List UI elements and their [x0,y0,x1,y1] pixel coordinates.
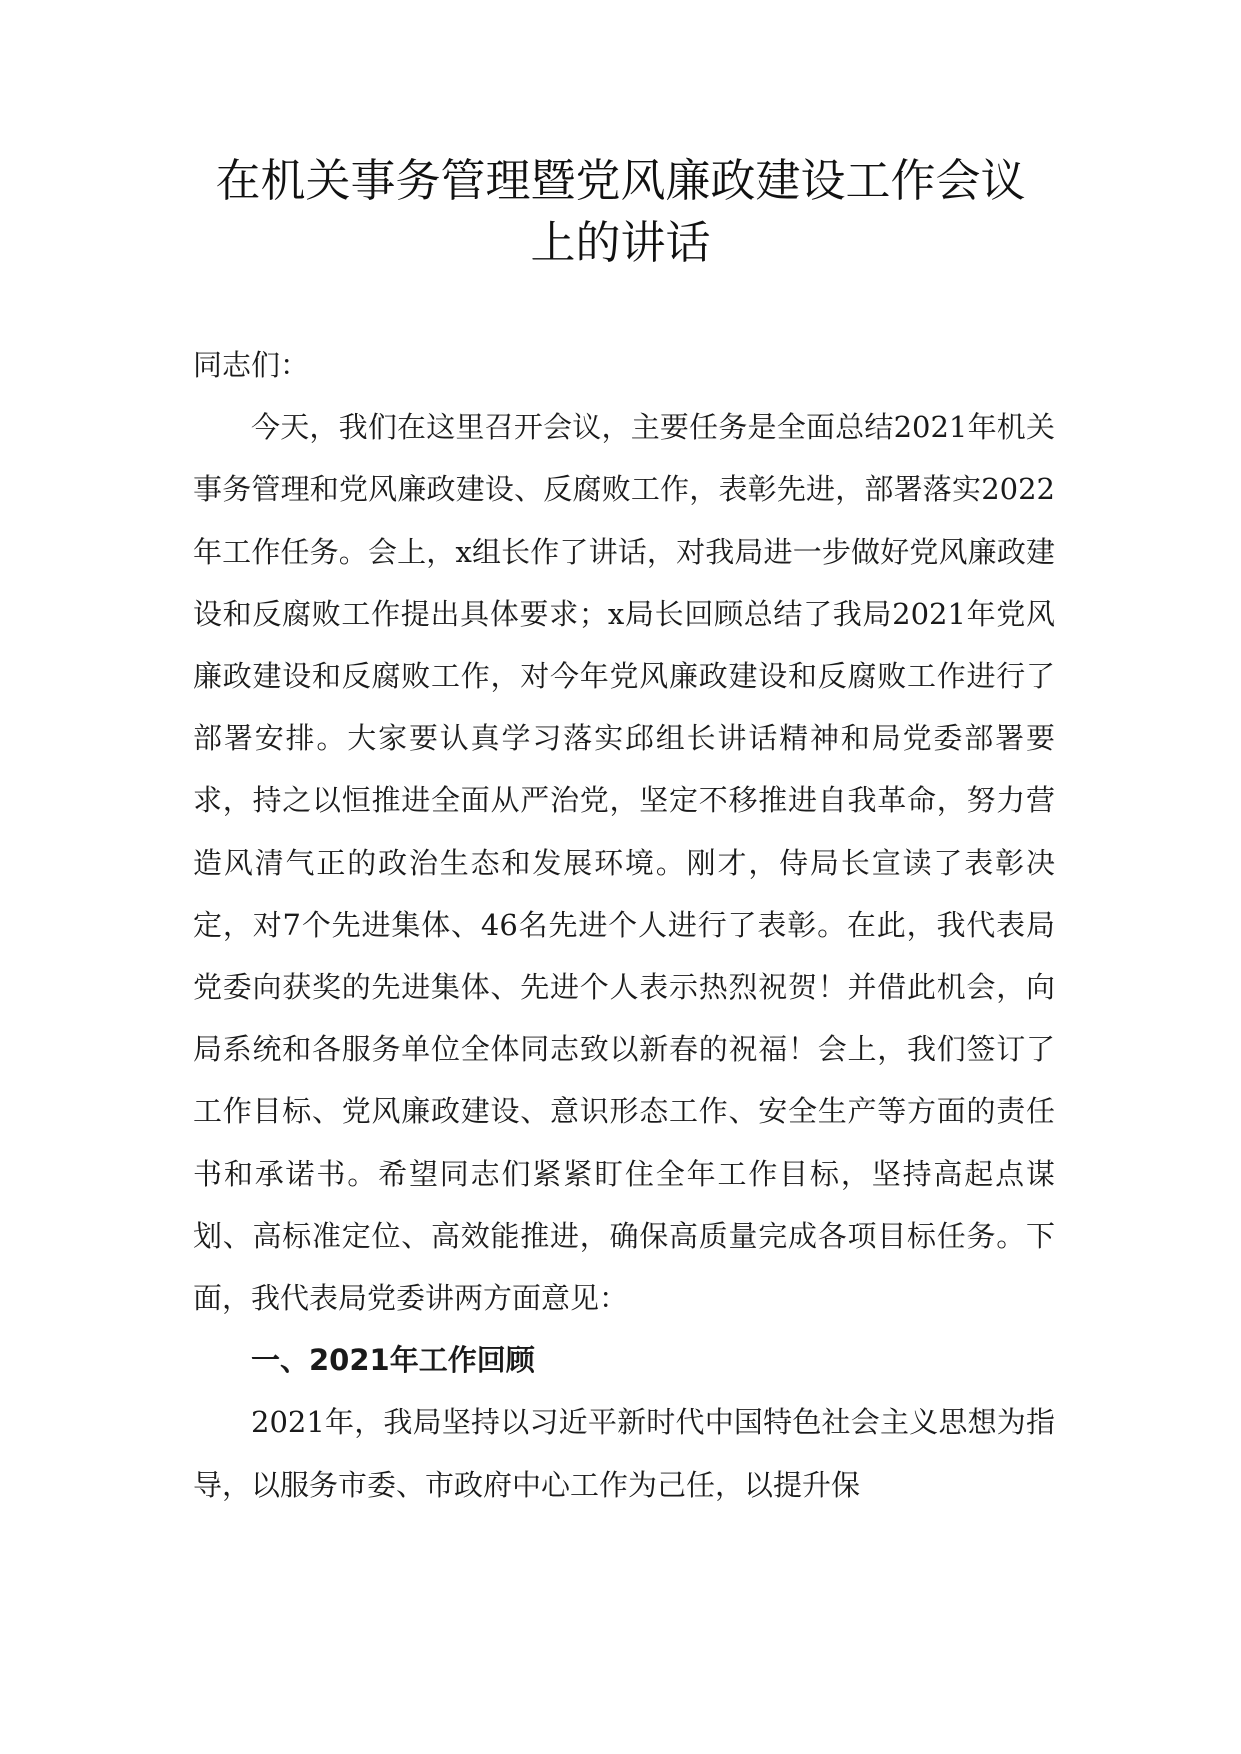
document-title [140,150,1101,274]
paragraph-2: 2021年，我局坚持以习近平新时代中国特色社会主义思想为指导，以服务市委、市政府中心工作为己任，以提升保 [193,1405,1055,1502]
section-heading-1: 一、2021年工作回顾 [251,1343,535,1378]
document-body [193,334,1055,1516]
title-line-1: 在机关事务管理暨党风廉政建设工作会议 [215,154,1026,207]
paragraph-1: 今天，我们在这里召开会议，主要任务是全面总结2021年机关事务管理和党风廉政建设、反腐败工作，表彰先进，部署落实2022年工作任务。会上，x组长作了讲话，对我局进一步做好党风廉政建设和反腐败工作提出具体要求；x局长回顾总结了我局2021年党风廉政建设和反腐败工作，对今年党风廉政建设和反腐败工作进行了部署安排。大家要认真学习落实邱组长讲话精神和局党委部署要求，持之以恒推进全面从严治党，坚定不移推进自我革命，努力营造风清气正的政治生态和发展环境。刚才，侍局长宣读了表彰决定，对7个先进集体、46名先进个人进行了表彰。在此，我代表局党委向获奖的先进集体、先进个人表示热烈祝贺！并借此机会，向局系统和各服务单位全体同志致以新春的祝福！会上，我们签订了工作目标、党风廉政建设、意识形态工作、安全生产等方面的责任书和承诺书。希望同志们紧紧盯住全年工作目标，坚持高起点谋划、高标准定位、高效能推进，确保高质量完成各项目标任务。下面，我代表局党委讲两方面意见： [193,410,1055,1316]
title-line-2: 上的讲话 [530,216,711,269]
greeting: 同志们： [193,348,310,382]
